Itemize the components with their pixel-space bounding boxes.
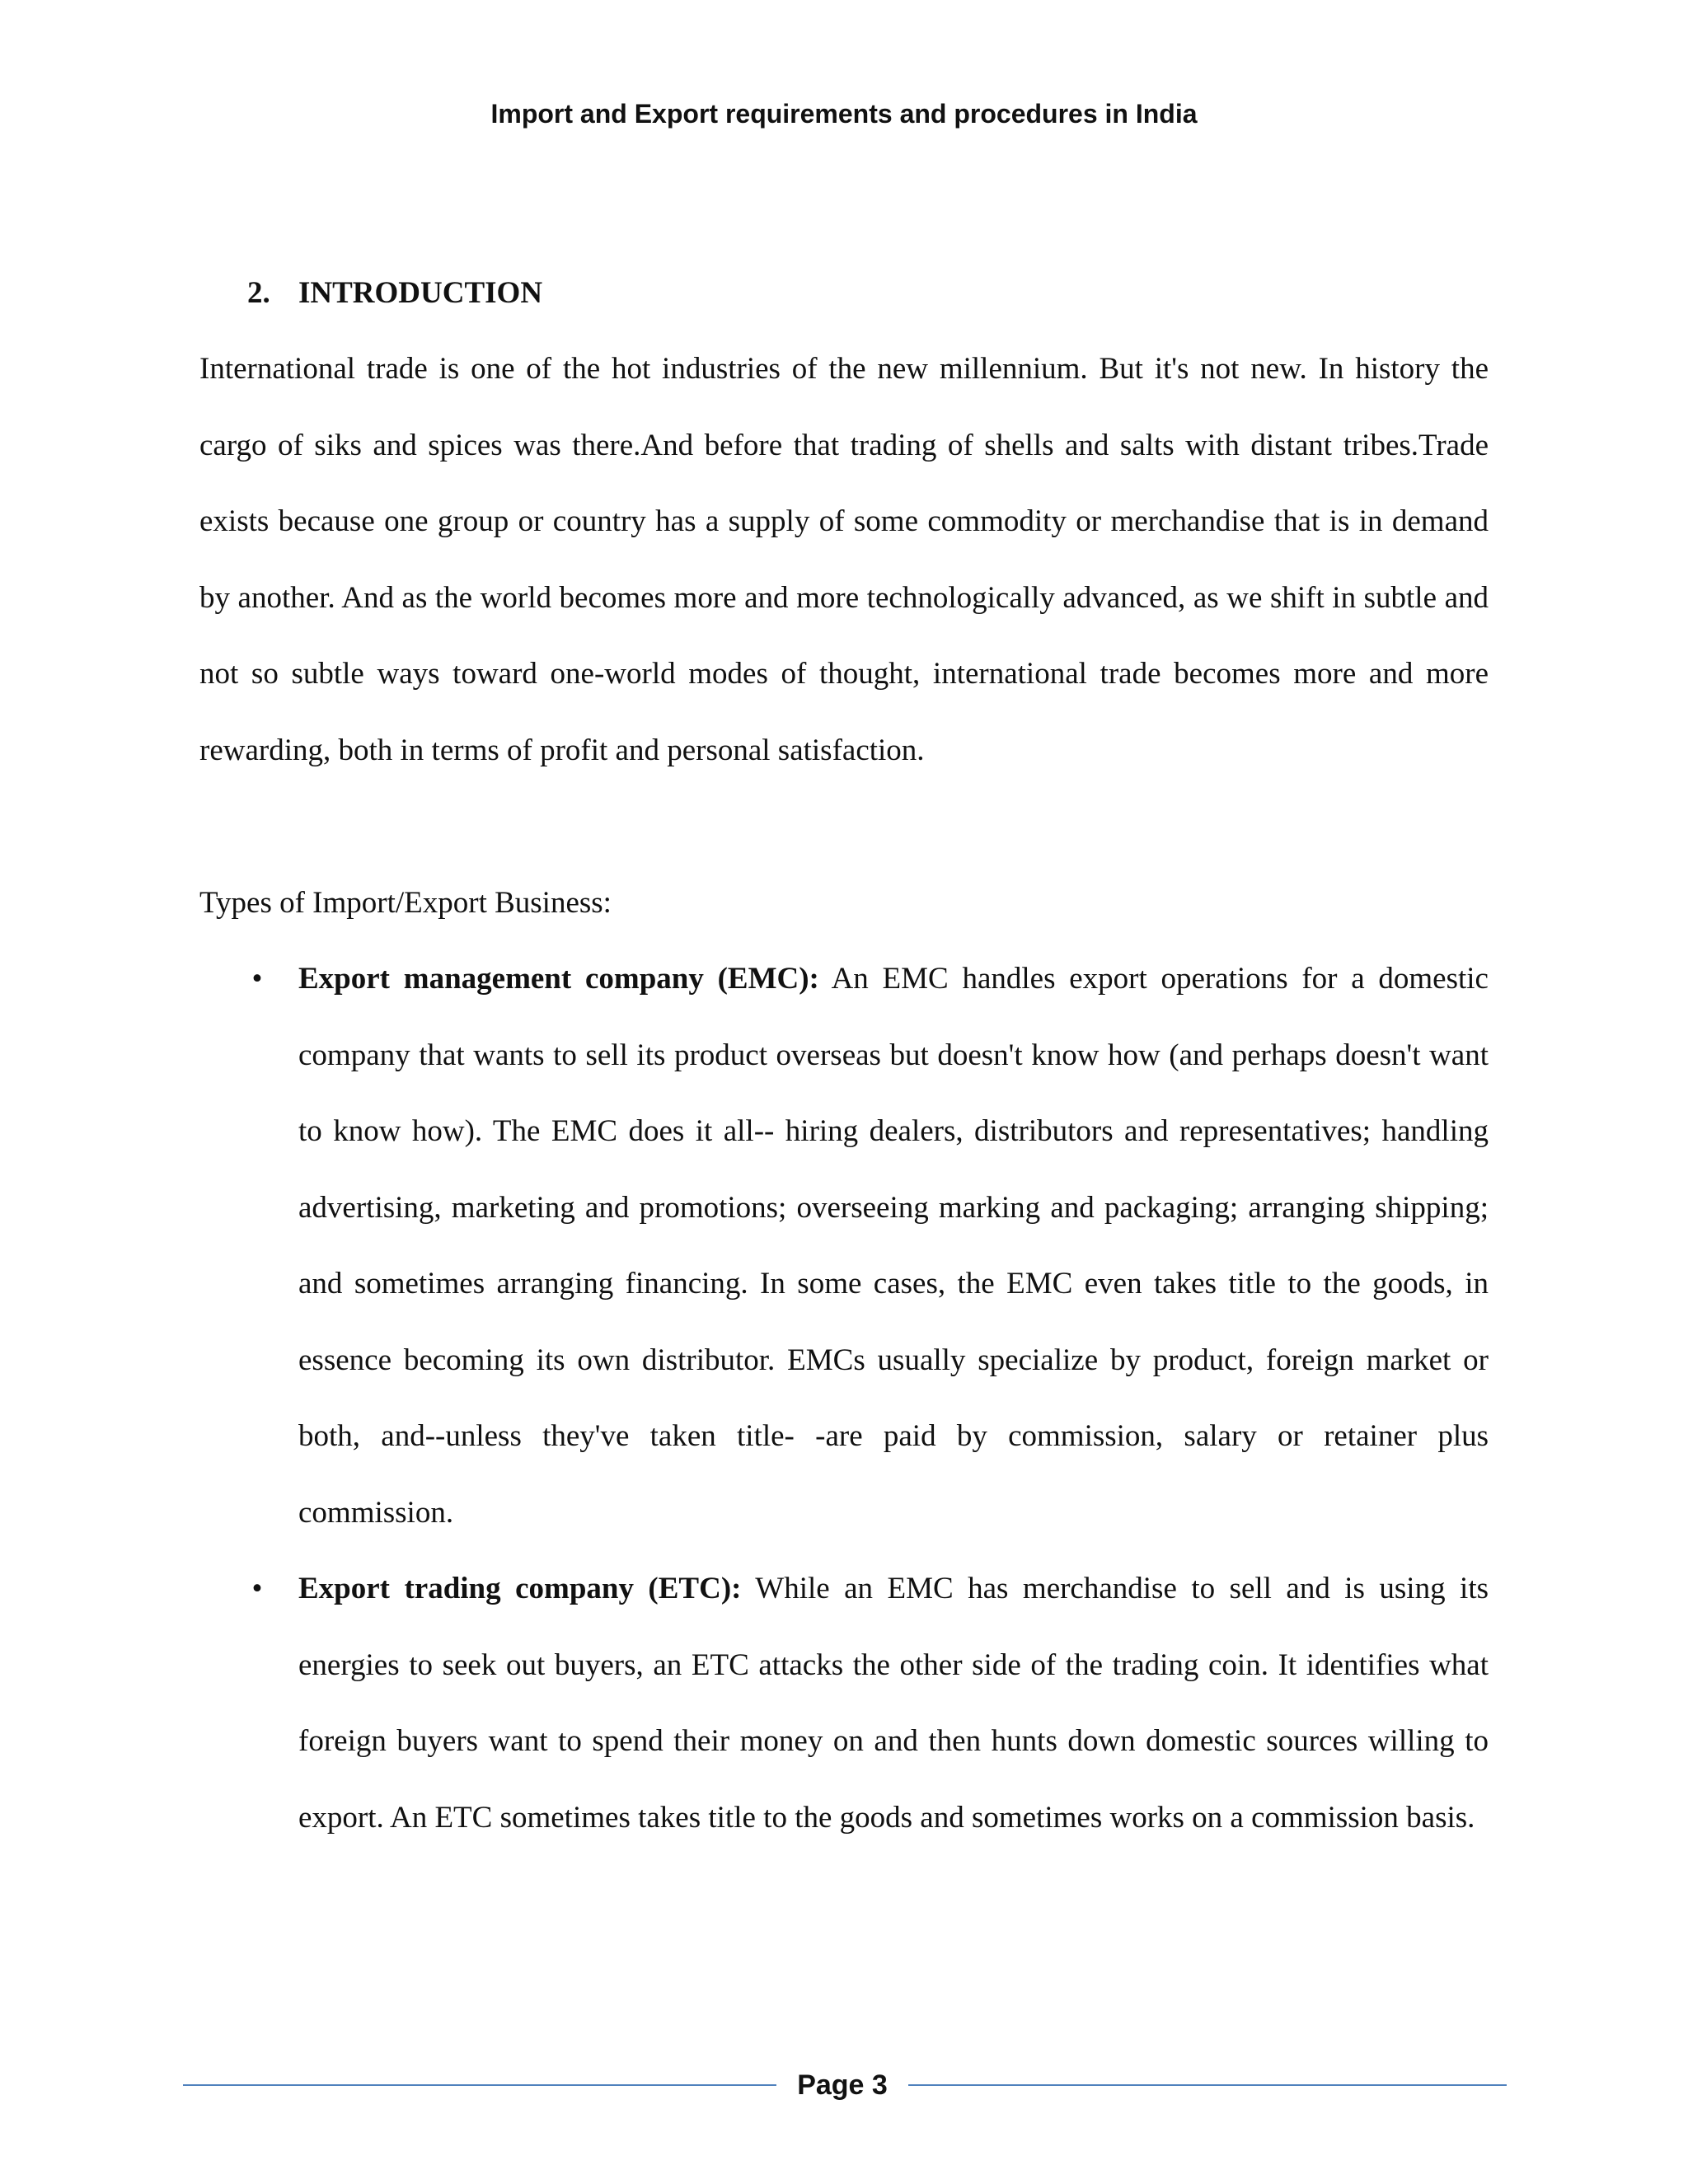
list-item-text: An EMC handles export operations for a domestic company that wants to sell its product overseas but doesn't know how (and perhaps doesn't want to know how). The EMC does it all-- hiring dealers, distributors and representatives; handling advertising, marketing and promotions; overseeing marking and packaging; arranging shipping; and sometimes arranging financing. In some cases, the EMC even takes title to the goods, in essence becoming its own distributor. EMCs usually specialize by product, foreign market or both, and--unless they've taken title- -are paid by commission, salary or retainer plus commission. bbox=[298, 962, 1489, 1530]
list-item-term: Export trading company (ETC): bbox=[298, 1572, 742, 1605]
section-heading bbox=[247, 255, 542, 331]
bullet-icon: • bbox=[251, 962, 263, 996]
list-item-etc bbox=[251, 1551, 1489, 1856]
running-header-title: Import and Export requirements and procedures in India bbox=[490, 99, 1198, 129]
section-number: 2. bbox=[247, 276, 270, 310]
footer-divider-right bbox=[908, 2084, 1507, 2086]
bullet-icon: • bbox=[251, 1572, 263, 1605]
list-item-text: While an EMC has merchandise to sell and is using its energies to seek out buyers, an ETC attacks the other side of the trading coin. It identifies what foreign buyers want to spend their money on and then hunts down domestic sources willing to export. An ETC sometimes takes title to the goods and sometimes works on a commission basis. bbox=[298, 1572, 1489, 1835]
intro-paragraph: International trade is one of the hot industries of the new millennium. But it's not new. In history the cargo of siks and spices was there.And before that trading of shells and salts with distant tribes.Trade exists because one group or country has a supply of some commodity or merchandise that is in demand by another. And as the world becomes more and more technologically advanced, as we shift in subtle and not so subtle ways toward one-world modes of thought, international trade becomes more and more rewarding, both in terms of profit and personal satisfaction. bbox=[199, 352, 1489, 767]
business-types-list bbox=[251, 941, 1489, 1856]
page-footer bbox=[183, 2060, 1507, 2110]
list-item-term: Export management company (EMC): bbox=[298, 962, 819, 996]
types-label: Types of Import/Export Business: bbox=[199, 886, 612, 920]
list-item-emc bbox=[251, 941, 1489, 1551]
section-title: INTRODUCTION bbox=[298, 276, 543, 310]
footer-divider-left bbox=[183, 2084, 776, 2086]
page-number: Page 3 bbox=[797, 2069, 888, 2101]
